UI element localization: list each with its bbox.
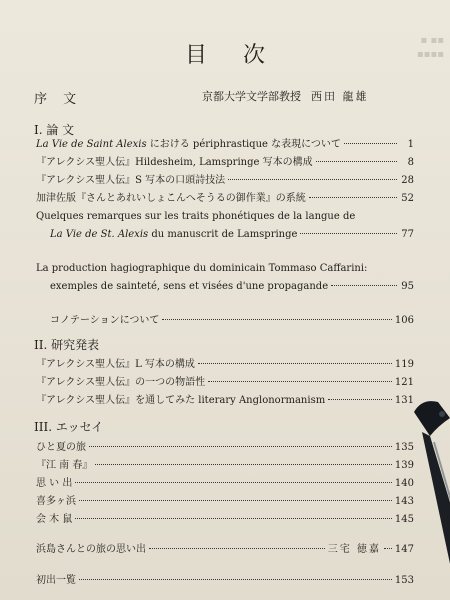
page-number: 153: [394, 575, 414, 586]
toc-entry[interactable]: [36, 138, 414, 152]
dot-leader: [198, 363, 392, 364]
toc-entry[interactable]: [36, 441, 414, 455]
toc-entry[interactable]: [36, 192, 414, 206]
page-title: [0, 38, 450, 69]
toc-entry[interactable]: [50, 280, 414, 294]
preface-label: 序 文: [34, 92, 83, 107]
toc-entry[interactable]: [36, 543, 414, 557]
dot-leader: [149, 548, 325, 549]
toc-entry[interactable]: [50, 228, 414, 242]
toc-entry[interactable]: [36, 174, 414, 188]
page-number: 140: [394, 478, 414, 489]
section-heading-1: I. 論 文: [34, 123, 75, 137]
title-char-2: 次: [243, 43, 266, 68]
dot-leader: [162, 319, 392, 320]
dot-leader: [208, 381, 392, 382]
page-number: 143: [394, 496, 414, 507]
entry-title: 初出一覧: [36, 575, 76, 586]
entry-title: 『江 南 春』: [36, 460, 93, 471]
entry-title: La Vie de Saint Alexis における périphrastique な表現について: [36, 139, 341, 150]
author-title: 京都大学文学部教授: [202, 90, 301, 103]
page-number: 145: [394, 514, 414, 525]
toc-entry[interactable]: [36, 574, 414, 588]
pen-icon: [408, 392, 450, 592]
entry-title: 会 木 鼠: [36, 514, 73, 525]
page-number: 147: [394, 544, 414, 555]
dot-leader: [75, 482, 392, 483]
dot-leader: [95, 464, 392, 465]
entry-title: 浜島さんとの旅の思い出: [36, 544, 146, 555]
page-number: 1: [407, 139, 414, 150]
toc-entry[interactable]: [36, 394, 414, 408]
dot-leader: [79, 579, 392, 580]
dot-leader: [79, 500, 392, 501]
entry-title: 『アレクシス聖人伝』を通してみた literary Anglonormanism: [36, 395, 326, 406]
section-heading-3: III. エッセイ: [34, 420, 104, 434]
entry-title: 加津佐版『さんとあれいしょこんへそうるの御作業』の系統: [36, 193, 306, 204]
entry-title: ひと夏の旅: [36, 442, 86, 453]
entry-title-line2: La Vie de St. Alexis du manuscrit de Lamspringe: [50, 229, 298, 240]
page-number: 131: [394, 395, 414, 406]
page-number: 77: [401, 229, 414, 240]
entry-title-line1: Quelques remarques sur les traits phonétiques de la langue de: [36, 211, 356, 222]
toc-entry[interactable]: [36, 156, 414, 170]
toc-entry[interactable]: [36, 459, 414, 473]
entry-author: 三宅 徳嘉: [327, 544, 381, 555]
page-number: 28: [401, 175, 414, 186]
dot-leader: [328, 399, 392, 400]
dot-leader: [309, 197, 397, 198]
page-number: 119: [394, 359, 414, 370]
page-number: 52: [401, 193, 414, 204]
dot-leader: [384, 548, 392, 549]
dot-leader: [300, 233, 397, 234]
page-number: 95: [401, 281, 414, 292]
toc-entry[interactable]: [36, 477, 414, 491]
entry-title: 喜多ヶ浜: [36, 496, 76, 507]
dot-leader: [316, 161, 397, 162]
entry-title: コノテーションについて: [50, 315, 160, 326]
entry-title-line1: La production hagiographique du dominicain Tommaso Caffarini:: [36, 263, 368, 274]
toc-entry[interactable]: [36, 376, 414, 390]
entry-title: 『アレクシス聖人伝』S 写本の口頭詩技法: [36, 175, 226, 186]
dot-leader: [331, 285, 397, 286]
dot-leader: [228, 179, 397, 180]
dot-leader: [75, 518, 392, 519]
entry-title-line2: exemples de sainteté, sens et visées d'une propagande: [50, 281, 329, 292]
entry-title: 『アレクシス聖人伝』の一つの物語性: [36, 377, 206, 388]
entry-title: 『アレクシス聖人伝』L 写本の構成: [36, 359, 195, 370]
title-char-1: 目: [184, 43, 207, 68]
show-through-text: ▪ ▪▪ ▪▪▪▪: [416, 35, 444, 60]
toc-entry[interactable]: [36, 358, 414, 372]
page-number: 121: [394, 377, 414, 388]
author-name: 西田 龍雄: [311, 90, 369, 103]
page-number: 139: [394, 460, 414, 471]
entry-title: 思 い 出: [36, 478, 73, 489]
page-number: 106: [394, 315, 414, 326]
dot-leader: [89, 446, 392, 447]
toc-entry[interactable]: [50, 314, 414, 328]
entry-title: 『アレクシス聖人伝』Hildesheim, Lamspringe 写本の構成: [36, 157, 313, 168]
toc-entry[interactable]: [36, 513, 414, 527]
page-number: 135: [394, 442, 414, 453]
section-heading-2: II. 研究発表: [34, 338, 100, 352]
toc-entry[interactable]: [36, 495, 414, 509]
dot-leader: [344, 143, 397, 144]
preface-author: [202, 88, 369, 104]
page-number: 8: [407, 157, 414, 168]
